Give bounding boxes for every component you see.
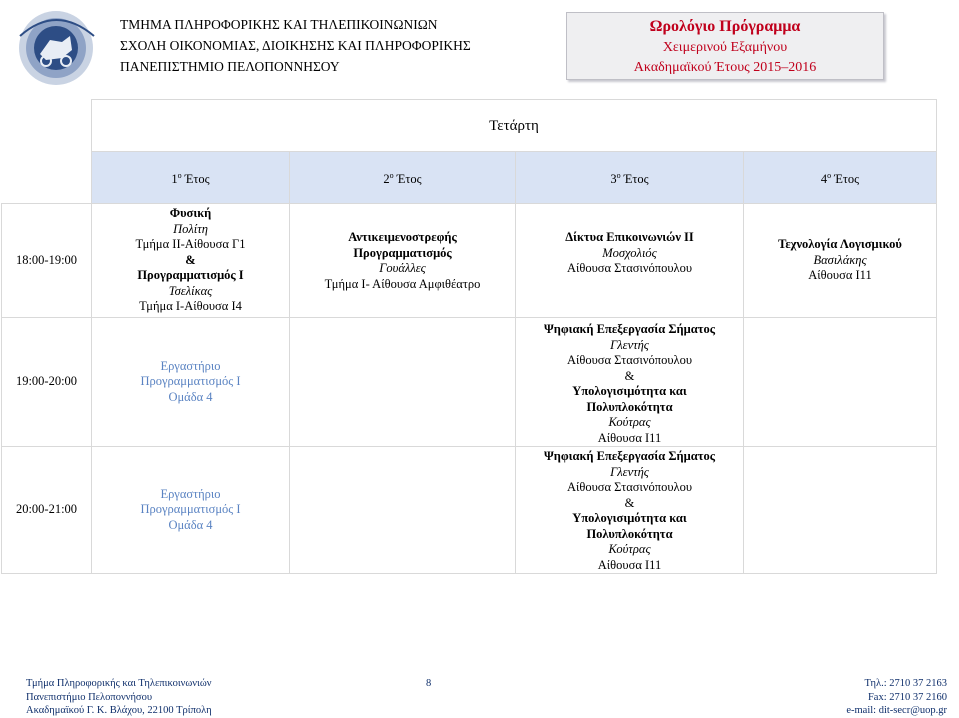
year-header-row [2, 152, 937, 204]
y4-slot-2 [744, 318, 937, 447]
y2-slot-3 [290, 447, 516, 574]
day-header [91, 99, 937, 153]
y1-slot-1: Φυσική Πολίτη Τμήμα ΙΙ-Αίθουσα Γ1 & Προγραμματισμός Ι Τσελίκας Τμήμα Ι-Αίθουσα Ι4 [92, 204, 290, 318]
footer-street: Ακαδημαϊκού Γ. Κ. Βλάχου, 22100 Τρίπολη [26, 705, 212, 716]
footer-phone: Τηλ.: 2710 37 2163 [864, 678, 947, 689]
time-slot-1: 18:00-19:00 [2, 204, 92, 318]
time-slot-3: 20:00-21:00 [2, 447, 92, 574]
year-3-header: $3^o$ Έτος [516, 152, 744, 204]
year-4-header: $4^o$ Έτος [744, 152, 937, 204]
corner-cell [2, 152, 92, 204]
school-name: ΣΧΟΛΗ ΟΙΚΟΝΟΜΙΑΣ, ΔΙΟΙΚΗΣΗΣ ΚΑΙ ΠΛΗΡΟΦΟΡΙΚΗΣ [120, 38, 471, 53]
year-2-header: $2^o$ Έτος [290, 152, 516, 204]
y1-slot-3: Εργαστήριο Προγραμματισμός Ι Ομάδα 4 [92, 447, 290, 574]
y4-slot-3 [744, 447, 937, 574]
y4-slot-1: Τεχνολογία Λογισμικού Βασιλάκης Αίθουσα Ι11 [744, 204, 937, 318]
footer-contact [846, 677, 947, 718]
schedule-title-box [566, 12, 884, 80]
year-1-header: $1^o$ Έτος [92, 152, 290, 204]
footer-email: e-mail: dit-secr@uop.gr [846, 705, 947, 716]
semester-label: Χειμερινού Εξαμήνου [662, 40, 788, 55]
footer-university: Πανεπιστήμιο Πελοποννήσου [26, 691, 153, 703]
time-slot-2: 19:00-20:00 [2, 318, 92, 447]
time-row [2, 447, 937, 574]
time-row [2, 204, 937, 318]
academic-year-label: Ακαδημαϊκού Έτους 2015–2016 [633, 60, 817, 75]
y3-slot-2: Ψηφιακή Επεξεργασία Σήματος Γλεντής Αίθουσα Στασινόπουλου & Υπολογισιμότητα και Πολυπλοκότητα Κούτρας Αίθουσα Ι11 [516, 318, 744, 447]
y2-slot-2 [290, 318, 516, 447]
schedule-title: Ωρολόγιο Πρόγραμμα [649, 18, 801, 35]
y3-slot-3: Ψηφιακή Επεξεργασία Σήματος Γλεντής Αίθουσα Στασινόπουλου & Υπολογισιμότητα και Πολυπλοκότητα Κούτρας Αίθουσα Ι11 [516, 447, 744, 574]
day-name: Τετάρτη [489, 117, 539, 134]
footer-department: Τμήμα Πληροφορικής και Τηλεπικοινωνιών [26, 678, 212, 689]
institution-header [120, 14, 560, 77]
footer-fax: Fax: 2710 37 2160 [867, 691, 947, 703]
footer-address [26, 677, 212, 718]
schedule-table [1, 151, 937, 574]
time-row [2, 318, 937, 447]
y3-slot-1: Δίκτυα Επικοινωνιών ΙΙ Μοσχολιός Αίθουσα Στασινόπουλου [516, 204, 744, 318]
y2-slot-1: Αντικειμενοστρεφής Προγραμματισμός Γουάλλες Τμήμα Ι- Αίθουσα Αμφιθέατρο [290, 204, 516, 318]
university-logo [10, 6, 106, 86]
department-name: ΤΜΗΜΑ ΠΛΗΡΟΦΟΡΙΚΗΣ ΚΑΙ ΤΗΛΕΠΙΚΟΙΝΩΝΙΩΝ [120, 17, 438, 32]
y1-slot-2: Εργαστήριο Προγραμματισμός Ι Ομάδα 4 [92, 318, 290, 447]
page-number: 8 [426, 678, 432, 689]
university-name: ΠΑΝΕΠΙΣΤΗΜΙΟ ΠΕΛΟΠΟΝΝΗΣΟΥ [120, 59, 340, 74]
